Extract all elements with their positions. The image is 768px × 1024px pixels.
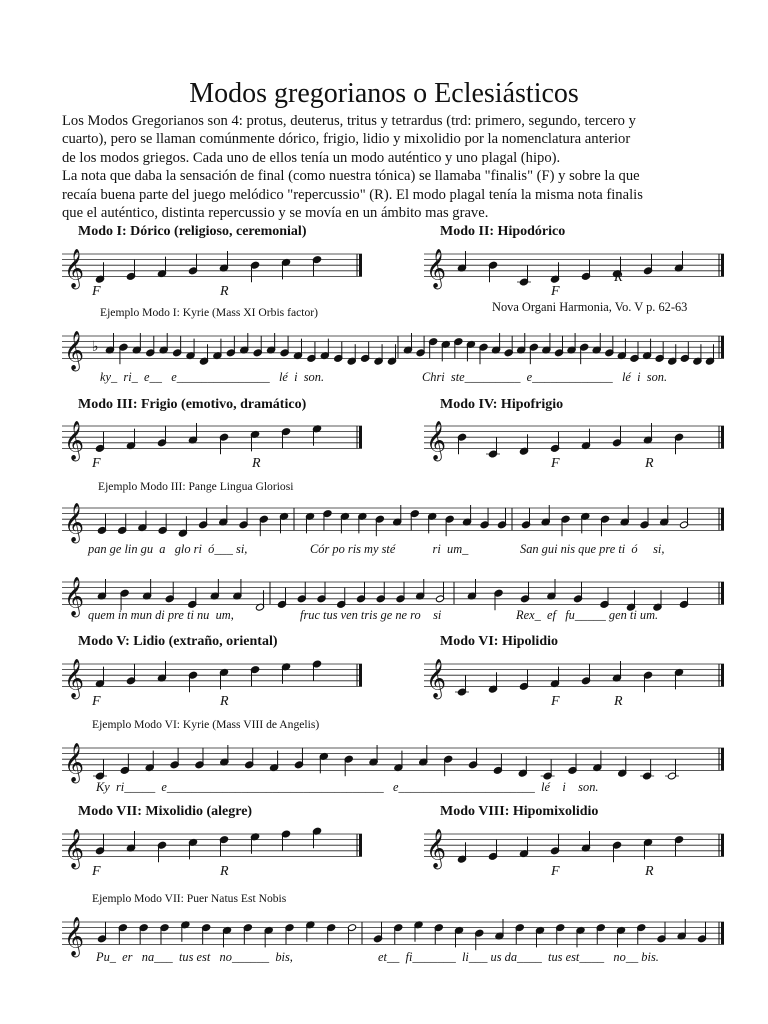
note <box>434 924 443 945</box>
note <box>581 664 590 685</box>
lyrics-line: Rex_ ef fu_____ gen ti um. <box>516 608 659 622</box>
lyrics-line: quem in mun di pre ti nu um, <box>88 608 234 622</box>
note <box>259 515 268 536</box>
note <box>612 426 621 447</box>
note <box>640 759 654 780</box>
note <box>568 753 577 774</box>
note <box>307 341 316 362</box>
note <box>126 664 135 685</box>
treble-clef-icon: 𝄞 <box>426 248 447 289</box>
example-1-source: Nova Organi Harmonia, Vo. V p. 62-63 <box>492 300 688 314</box>
note <box>172 336 181 357</box>
note <box>253 336 262 357</box>
treble-clef-icon: 𝄞 <box>64 330 85 371</box>
treble-clef-icon: 𝄞 <box>426 828 447 869</box>
mode-8-scale-svg <box>424 820 724 880</box>
lyrics-line: et__ fi_______ li___ us da____ tus est____ no__ bis. <box>378 950 659 964</box>
mode-7-scale-svg <box>62 820 362 880</box>
note <box>120 753 129 774</box>
note <box>657 922 666 943</box>
note <box>479 343 488 364</box>
mode-2-scale-svg <box>424 240 724 300</box>
staff-lines <box>62 582 724 604</box>
note <box>202 924 211 945</box>
treble-clef-icon: 𝄞 <box>426 420 447 461</box>
note <box>119 343 128 364</box>
repercussio-marker: R <box>220 864 229 879</box>
finalis-marker: F <box>551 864 560 879</box>
note <box>93 759 107 780</box>
intro-line: recaía buena parte del juego melódico "repercussio" (R). El modo plagal tenía la misma nota finalis <box>62 186 643 203</box>
note <box>188 254 197 275</box>
note <box>294 748 303 769</box>
note <box>160 924 169 945</box>
note <box>347 924 356 945</box>
intro-line: de los modos griegos. Cada uno de ellos tenía un modo auténtico y uno plagal (hipo). <box>62 149 561 166</box>
note <box>317 582 326 603</box>
note <box>219 433 228 454</box>
note <box>596 924 605 945</box>
note <box>95 834 104 855</box>
note <box>157 426 166 447</box>
finalis-marker: F <box>92 284 101 299</box>
note <box>165 582 174 603</box>
mode-3-heading: Modo III: Frigio (emotivo, dramático) <box>78 397 307 412</box>
note <box>665 759 679 780</box>
note <box>97 922 106 943</box>
note <box>640 508 649 529</box>
note <box>280 336 289 357</box>
note <box>504 336 513 357</box>
note <box>157 841 166 862</box>
intro-text <box>62 112 722 222</box>
lyrics-line: Ky ri_____ e___________________________________ e______________________ lé i son. <box>96 780 599 794</box>
repercussio-marker: R <box>220 694 229 709</box>
note <box>697 922 706 943</box>
mode-1-heading: Modo I: Dórico (religioso, ceremonial) <box>78 224 307 239</box>
treble-clef-icon: 𝄞 <box>64 742 85 783</box>
note <box>637 924 646 945</box>
mode-3-scale-svg <box>62 412 362 472</box>
treble-clef-icon: 𝄞 <box>64 916 85 957</box>
note <box>219 836 228 857</box>
treble-clef-icon: 𝄞 <box>64 658 85 699</box>
lyrics-line: Pu_ er na___ tus est no______ bis, <box>96 950 293 964</box>
note <box>118 513 127 534</box>
note <box>356 582 365 603</box>
note <box>550 431 559 452</box>
note <box>529 343 538 364</box>
note <box>337 587 346 608</box>
note <box>519 669 528 690</box>
note <box>416 336 425 357</box>
finalis-marker: F <box>551 694 560 709</box>
note <box>561 515 570 536</box>
note <box>493 753 502 774</box>
mode-5-staff <box>62 650 362 710</box>
finalis-marker: F <box>92 694 101 709</box>
note <box>312 660 321 681</box>
lyrics-line: San gui nis que pre ti ó si, <box>520 542 665 556</box>
note <box>455 675 469 696</box>
note <box>573 582 582 603</box>
note <box>158 513 167 534</box>
note <box>376 582 385 603</box>
note <box>679 587 688 608</box>
note <box>429 338 438 359</box>
mode-5-scale-svg <box>62 650 362 710</box>
note <box>550 834 559 855</box>
finalis-marker: F <box>551 284 560 299</box>
lyrics-line: fruc tus ven tris ge ne ro si <box>300 608 442 622</box>
treble-clef-icon: 𝄞 <box>426 658 447 699</box>
finalis-marker: F <box>551 456 560 471</box>
note <box>170 748 179 769</box>
note <box>312 256 321 277</box>
lyrics-line: Chri ste_________ e_____________ lé i son. <box>422 370 668 384</box>
mode-4-staff <box>424 412 724 472</box>
mode-2-heading: Modo II: Hipodórico <box>440 224 566 239</box>
note <box>323 510 332 531</box>
note <box>581 259 590 280</box>
note <box>146 336 155 357</box>
note <box>643 671 652 692</box>
note <box>630 341 639 362</box>
note <box>118 924 127 945</box>
note <box>195 748 204 769</box>
note <box>373 922 382 943</box>
note <box>674 433 683 454</box>
note <box>480 508 489 529</box>
note <box>680 341 689 362</box>
treble-clef-icon: 𝄞 <box>64 248 85 289</box>
note <box>674 836 683 857</box>
lyrics-line: ky_ ri_ e__ e_______________ lé i son. <box>100 370 325 384</box>
note <box>188 587 197 608</box>
repercussio-marker: R <box>645 456 654 471</box>
staff-lines <box>62 834 362 856</box>
note <box>95 431 104 452</box>
mode-3-staff <box>62 412 362 472</box>
note <box>679 508 688 529</box>
note <box>243 924 252 945</box>
note <box>605 336 614 357</box>
note <box>517 265 531 286</box>
note <box>97 513 106 534</box>
note <box>541 759 555 780</box>
example-3-caption: Ejemplo Modo III: Pange Lingua Gloriosi <box>98 480 294 493</box>
mode-1-scale-svg <box>62 240 362 300</box>
page-title: Modos gregorianos o Eclesiásticos <box>189 78 579 109</box>
example-1-caption: Ejemplo Modo I: Kyrie (Mass XI Orbis factor) <box>100 306 318 319</box>
note <box>334 341 343 362</box>
treble-clef-icon: 𝄞 <box>64 576 85 617</box>
repercussio-marker: R <box>614 694 623 709</box>
note <box>554 336 563 357</box>
note <box>475 929 484 950</box>
note <box>360 341 369 362</box>
note <box>556 924 565 945</box>
mode-8-staff <box>424 820 724 880</box>
mode-6-staff <box>424 650 724 710</box>
note <box>375 515 384 536</box>
treble-clef-icon: 𝄞 <box>64 828 85 869</box>
finalis-marker: F <box>92 456 101 471</box>
note <box>444 755 453 776</box>
mode-6-heading: Modo VI: Hipolidio <box>440 634 558 649</box>
intro-line: cuarto), pero se llaman comúnmente dórico, frigio, lidio y mixolidio por la nomenclatura anterior <box>62 131 631 148</box>
lyrics-line: pan ge lin gu a glo ri ó___ si, <box>88 542 248 556</box>
repercussio-marker: R <box>252 456 261 471</box>
flat-icon: ♭ <box>92 339 99 356</box>
note <box>600 515 609 536</box>
treble-clef-icon: 𝄞 <box>64 502 85 543</box>
intro-line: que el auténtico, distinta repercussio y se movía en un ámbito mas grave. <box>62 205 489 222</box>
mode-4-heading: Modo IV: Hipofrigio <box>440 397 564 412</box>
note <box>643 254 652 275</box>
note <box>497 508 506 529</box>
note <box>612 841 621 862</box>
mode-2-staff <box>424 240 724 300</box>
note <box>250 666 259 687</box>
note <box>521 508 530 529</box>
note <box>486 437 500 458</box>
note <box>281 830 290 851</box>
mode-7-staff <box>62 820 362 880</box>
note <box>344 755 353 776</box>
note <box>655 341 664 362</box>
note <box>198 508 207 529</box>
repercussio-marker: R <box>645 864 654 879</box>
note <box>488 261 497 282</box>
note <box>239 508 248 529</box>
note <box>250 261 259 282</box>
lyrics-line: Cór po ris my sté ri um_ <box>310 542 469 556</box>
repercussio-marker: R <box>220 284 229 299</box>
note <box>297 582 306 603</box>
note <box>435 582 444 603</box>
note <box>226 336 235 357</box>
note <box>580 343 589 364</box>
note <box>285 924 294 945</box>
note <box>445 515 454 536</box>
note <box>515 924 524 945</box>
note <box>188 671 197 692</box>
mode-6-scale-svg <box>424 650 724 710</box>
mode-1-staff <box>62 240 362 300</box>
repercussio-marker: R <box>614 270 623 285</box>
note <box>454 338 463 359</box>
note <box>457 433 466 454</box>
example-6-caption: Ejemplo Modo VI: Kyrie (Mass VIII de Angelis) <box>92 718 320 731</box>
note <box>520 582 529 603</box>
note <box>600 587 609 608</box>
treble-clef-icon: 𝄞 <box>64 420 85 461</box>
note <box>394 924 403 945</box>
intro-line: Los Modos Gregorianos son 4: protus, deuterus, tritus y tetrardus (trd: primero, segundo, tercero y <box>62 113 636 129</box>
note <box>245 748 254 769</box>
note <box>488 839 497 860</box>
note <box>281 428 290 449</box>
note <box>327 924 336 945</box>
note <box>277 587 286 608</box>
example-7-caption: Ejemplo Modo VII: Puer Natus Est Nobis <box>92 892 287 905</box>
mode-7-heading: Modo VII: Mixolidio (alegre) <box>78 804 253 819</box>
mode-5-heading: Modo V: Lidio (extraño, oriental) <box>78 634 278 649</box>
finalis-marker: F <box>92 864 101 879</box>
staff-lines <box>62 748 724 770</box>
note <box>494 589 503 610</box>
note <box>126 259 135 280</box>
note <box>468 748 477 769</box>
note <box>410 510 419 531</box>
mode-8-heading: Modo VIII: Hipomixolidio <box>440 804 599 819</box>
note <box>396 582 405 603</box>
note <box>139 924 148 945</box>
mode-4-scale-svg <box>424 412 724 472</box>
intro-line: La nota que daba la sensación de final (como nuestra tónica) se llamaba "finalis" (F) y sobre la que <box>62 168 640 185</box>
